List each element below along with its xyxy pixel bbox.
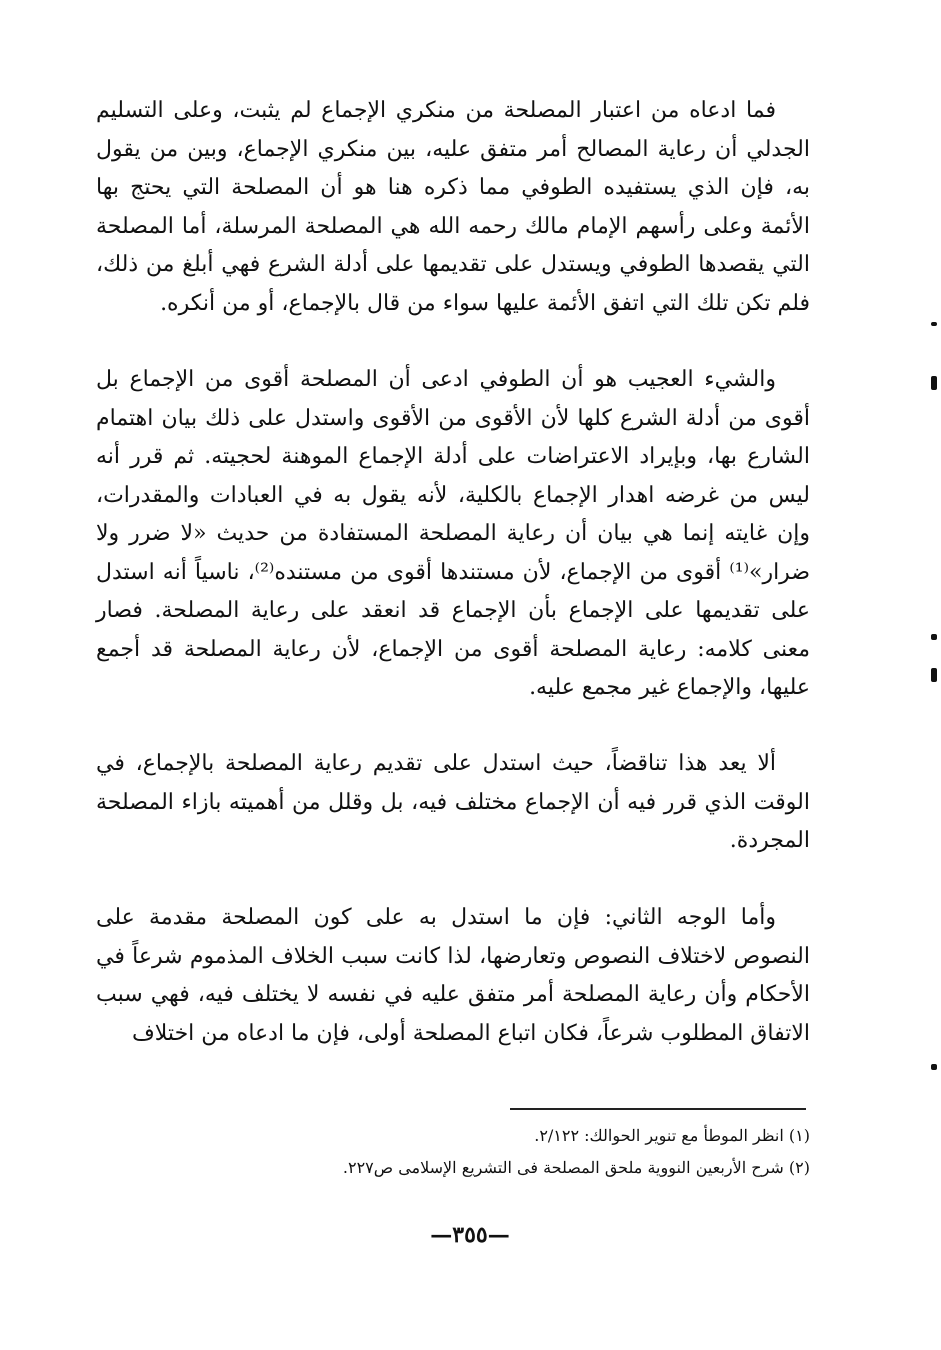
paragraph-3 [96, 745, 810, 861]
footnote-separator [510, 1108, 806, 1110]
margin-speck [931, 322, 937, 326]
margin-speck [931, 376, 937, 390]
paragraph-text: وأما الوجه الثاني: فإن ما استدل به على كون المصلحة مقدمة على النصوص لاختلاف النصوص وتعارضها، لذا كانت سبب الخلاف المذموم شرعاً في الأحكام وأن رعاية المصلحة أمر متفق عليه في نفسه لا يختلف فيه، فهي سبب الاتفاق المطلوب شرعاً، فكان اتباع المصلحة أولى، فإن ما ادعاه من اختلاف [96, 905, 810, 1046]
paragraph-text: فما ادعاه من اعتبار المصلحة من منكري الإجماع لم يثبت، وعلى التسليم الجدلي أن رعاية المصالح أمر متفق عليه، بين منكري الإجماع، وبين من يقول به، فإن الذي يستفيده الطوفي مما ذكره هنا هو أن المصلحة التي يحتج بها الأئمة وعلى رأسهم الإمام مالك رحمه الله هي المصلحة المرسلة، أما المصلحة التي يقصدها الطوفي ويستدل على تقديمها على أدلة الشرع فهي أبلغ من ذلك، فلم تكن تلك التي اتفق الأئمة عليها سواء من قال بالإجماع، أو من أنكره. [96, 98, 810, 316]
paragraph-text: ألا يعد هذا تناقضاً، حيث استدل على تقديم رعاية المصلحة بالإجماع، في الوقت الذي قرر فيه أن الإجماع مختلف فيه، بل وقلل من أهميته بازاء المصلحة المجردة. [96, 751, 810, 853]
page-number: —٣٥٥— [430, 1222, 510, 1248]
paragraph-text: والشيء العجيب هو أن الطوفي ادعى أن المصلحة أقوى من الإجماع بل أقوى من أدلة الشرع كلها لأن الأقوى من الأقوى واستدل على ذلك بيان اهتمام الشارع بها، وبإيراد الاعتراضات على أدلة الإجماع الموهنة لحجيته. ثم قرر أنه ليس من غرضه اهدار الإجماع بالكلية، لأنه يقول به في العبادات والمقدرات، وإن غايته إنما هي بيان أن رعاية المصلحة المستفادة من حديث «لا ضرر ولا ضرار»⁽¹⁾ أقوى من الإجماع، لأن مستندها أقوى من مستنده⁽²⁾، ناسياً أنه استدل على تقديمها على الإجماع بأن الإجماع قد انعقد على رعاية المصلحة. فصار معنى كلامه: رعاية المصلحة أقوى من الإجماع، لأن رعاية المصلحة قد أجمع عليها، والإجماع غير مجمع عليه. [96, 367, 811, 700]
margin-speck [931, 1064, 937, 1070]
paragraph-1 [96, 92, 810, 323]
margin-speck [931, 668, 937, 682]
footnote-1: (١) انظر الموطأ مع تنوير الحوالك: ٢/١٢٢. [534, 1126, 810, 1145]
paragraph-2 [96, 361, 810, 708]
margin-speck [931, 634, 937, 640]
footnote-2: (٢) شرح الأربعين النووية ملحق المصلحة فى التشريع الإسلامى ص٢٢٧. [342, 1158, 810, 1177]
paragraph-4 [96, 899, 810, 1053]
footnotes [300, 1120, 810, 1184]
